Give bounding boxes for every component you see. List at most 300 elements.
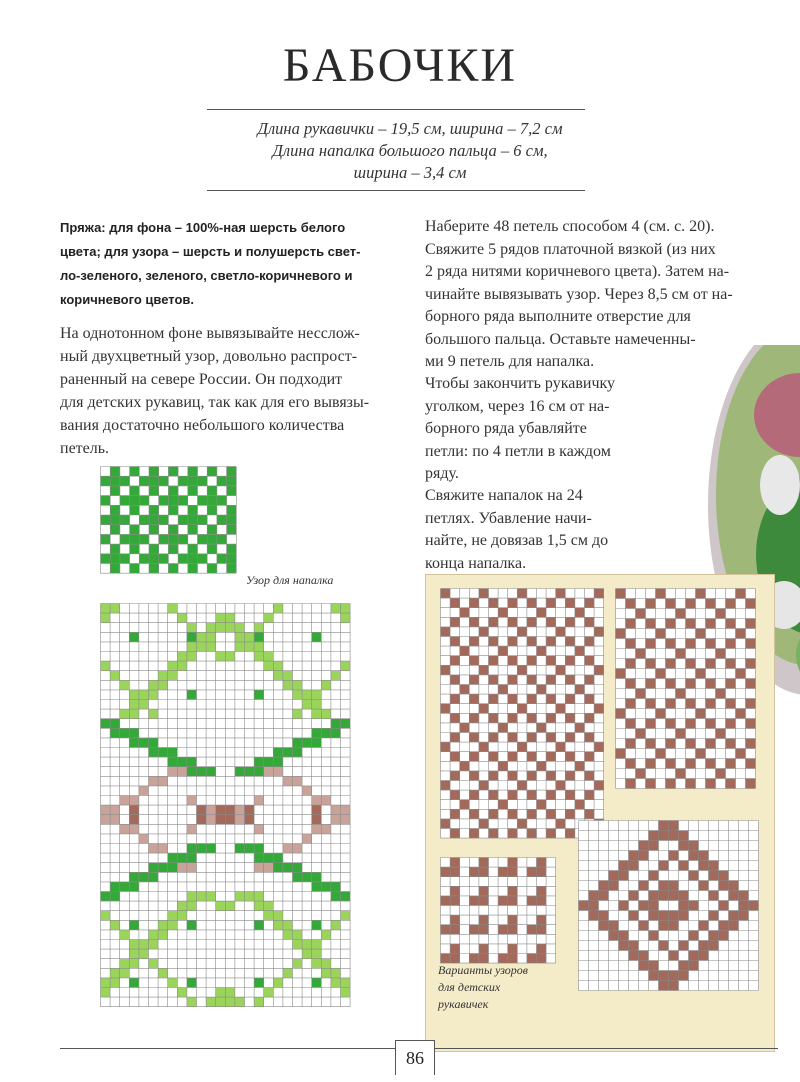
chart-cell: [589, 901, 599, 911]
chart-cell: [508, 637, 518, 647]
chart-cell: [584, 713, 594, 723]
chart-cell: [159, 554, 169, 564]
chart-cell: [244, 767, 254, 777]
chart-cell: [227, 544, 237, 554]
chart-cell: [739, 901, 749, 911]
chart-cell: [129, 824, 139, 834]
chart-cell: [450, 713, 460, 723]
chart-cell: [709, 891, 719, 901]
chart-cell: [508, 732, 518, 742]
chart-cell: [686, 679, 696, 689]
chart-cell: [536, 608, 546, 618]
chart-cell: [679, 971, 689, 981]
chart-cell: [177, 853, 187, 863]
chart-cell: [149, 486, 159, 496]
chart-cell: [666, 719, 676, 729]
chart-cell: [264, 863, 274, 873]
chart-cell: [686, 759, 696, 769]
chart-cell: [321, 728, 331, 738]
chart-cell: [646, 659, 656, 669]
chart-cell: [168, 505, 178, 515]
chart-cell: [488, 713, 498, 723]
chart-cell: [139, 496, 149, 506]
chart-cell: [254, 901, 264, 911]
chart-cell: [158, 680, 168, 690]
chart-cell: [158, 776, 168, 786]
chart-cell: [527, 790, 537, 800]
chart-cell: [321, 795, 331, 805]
chart-cell: [101, 815, 111, 825]
chart-cell: [227, 554, 237, 564]
chart-cell: [283, 930, 293, 940]
chart-cell: [227, 525, 237, 535]
chart-cell: [148, 738, 158, 748]
chart-cell: [158, 968, 168, 978]
chart-cell: [699, 861, 709, 871]
chart-cell: [666, 619, 676, 629]
chart-cell: [149, 544, 159, 554]
chart-cell: [120, 882, 130, 892]
chart-cell: [546, 617, 556, 627]
chart-cell: [187, 651, 197, 661]
chart-cell: [129, 632, 139, 642]
chart-cell: [719, 871, 729, 881]
chart-cell: [527, 925, 537, 935]
chart-cell: [130, 505, 140, 515]
chart-cell: [656, 709, 666, 719]
chart-cell: [292, 939, 302, 949]
chart-cell: [168, 920, 178, 930]
chart-cell: [517, 742, 527, 752]
chart-cell: [679, 941, 689, 951]
chart-cell: [177, 651, 187, 661]
chart-cell: [129, 959, 139, 969]
chart-cell: [659, 891, 669, 901]
chart-cell: [636, 729, 646, 739]
chart-cell: [225, 613, 235, 623]
chart-cell: [689, 871, 699, 881]
chart-cell: [244, 642, 254, 652]
chart-cell: [479, 665, 489, 675]
chart-cell: [729, 891, 739, 901]
chart-cell: [177, 863, 187, 873]
chart-cell: [331, 920, 341, 930]
chart-cell: [130, 486, 140, 496]
chart-cell: [110, 920, 120, 930]
chart-cell: [148, 690, 158, 700]
chart-cell: [312, 949, 322, 959]
chart-cell: [139, 949, 149, 959]
chart-cell: [479, 886, 489, 896]
chart-cell: [666, 639, 676, 649]
chart-cell: [450, 675, 460, 685]
chart-cell: [129, 709, 139, 719]
chart-cell: [159, 496, 169, 506]
chart-cell: [177, 613, 187, 623]
chart-cell: [729, 921, 739, 931]
chart-cell: [646, 619, 656, 629]
chart-cell: [101, 604, 111, 614]
chart-cell: [546, 637, 556, 647]
chart-cell: [168, 757, 178, 767]
chart-cell: [488, 656, 498, 666]
chart-cell: [207, 525, 217, 535]
chart-cell: [177, 901, 187, 911]
chart-cell: [546, 752, 556, 762]
chart-cell: [188, 466, 198, 476]
chart-cell: [646, 679, 656, 689]
chart-cell: [460, 684, 470, 694]
chart-cell: [168, 978, 178, 988]
chart-cell: [110, 815, 120, 825]
chart-cell: [188, 476, 198, 486]
chart-cell: [686, 619, 696, 629]
chart-cell: [197, 476, 207, 486]
chart-cell: [565, 771, 575, 781]
chart-cell: [254, 824, 264, 834]
chart-cell: [488, 675, 498, 685]
chart-cell: [187, 767, 197, 777]
chart-cell: [158, 920, 168, 930]
chart-cell: [110, 466, 120, 476]
chart-cell: [187, 901, 197, 911]
chart-cell: [292, 690, 302, 700]
chart-cell: [158, 930, 168, 940]
chart-cell: [646, 639, 656, 649]
chart-cell: [469, 790, 479, 800]
chart-cell: [168, 496, 178, 506]
chart-cell: [696, 749, 706, 759]
chart-cell: [206, 642, 216, 652]
chart-cell: [746, 679, 756, 689]
chart-cell: [656, 669, 666, 679]
chart-cell: [639, 961, 649, 971]
chart-cell: [517, 819, 527, 829]
chart-cell: [197, 534, 207, 544]
chart-cell: [450, 656, 460, 666]
chart-cell: [254, 863, 264, 873]
chart-cell: [149, 563, 159, 573]
instruction-line: 2 ряда нитями коричневого цвета). Затем на-: [425, 263, 730, 280]
chart-cell: [706, 719, 716, 729]
chart-cell: [709, 861, 719, 871]
chart-cell: [479, 915, 489, 925]
chart-cell: [696, 589, 706, 599]
chart-cell: [656, 589, 666, 599]
yarn-line: коричневого цветов.: [60, 292, 195, 307]
chart-cell: [110, 719, 120, 729]
chart-cell: [536, 867, 546, 877]
chart-cell: [669, 971, 679, 981]
chart-cell: [517, 589, 527, 599]
chart-cell: [659, 971, 669, 981]
chart-cell: [331, 891, 341, 901]
chart-cell: [254, 891, 264, 901]
chart-cell: [254, 623, 264, 633]
chart-cell: [129, 949, 139, 959]
chart-cell: [527, 771, 537, 781]
chart-cell: [139, 939, 149, 949]
chart-cell: [584, 790, 594, 800]
chart-cell: [139, 515, 149, 525]
chart-cell: [331, 805, 341, 815]
chart-cell: [716, 729, 726, 739]
chart-cell: [556, 742, 566, 752]
chart-cell: [440, 780, 450, 790]
chart-cell: [639, 901, 649, 911]
instruction-line: петлях. Убавление начи-: [425, 509, 592, 527]
chart-cell: [206, 632, 216, 642]
chart-cell: [594, 704, 604, 714]
chart-cell: [726, 659, 736, 669]
chart-cell: [546, 656, 556, 666]
chart-cell: [207, 466, 217, 476]
instruction-line: борного ряда убавляйте: [425, 420, 587, 437]
chart-cell: [508, 809, 518, 819]
chart-cell: [187, 843, 197, 853]
chart-cell: [469, 896, 479, 906]
chart-cell: [488, 598, 498, 608]
chart-cell: [110, 671, 120, 681]
chart-cell: [139, 738, 149, 748]
chart-cell: [565, 617, 575, 627]
chart-cell: [302, 690, 312, 700]
chart-cell: [340, 891, 350, 901]
instruction-line: конца напалка.: [425, 554, 527, 572]
chart-cell: [321, 709, 331, 719]
chart-cell: [340, 661, 350, 671]
chart-cell: [312, 959, 322, 969]
chart-cell: [450, 886, 460, 896]
chart-cell: [225, 651, 235, 661]
chart-cell: [719, 881, 729, 891]
dimensions-block: [200, 118, 620, 184]
chart-cell: [264, 911, 274, 921]
chart-cell: [312, 728, 322, 738]
chart-cell: [207, 544, 217, 554]
chart-cell: [207, 486, 217, 496]
instruction-line: найте, не довязав 1,5 см до: [425, 532, 609, 549]
chart-cell: [110, 515, 120, 525]
chart-cell: [440, 925, 450, 935]
chart-cell: [187, 795, 197, 805]
chart-cell: [283, 680, 293, 690]
chart-cell: [696, 709, 706, 719]
chart-cell: [469, 867, 479, 877]
chart-cell: [312, 805, 322, 815]
chart-cell: [469, 637, 479, 647]
chart-cell: [527, 637, 537, 647]
chart-cell: [168, 671, 178, 681]
chart-cell: [616, 669, 626, 679]
chart-cell: [498, 896, 508, 906]
chart-cell: [498, 925, 508, 935]
chart-cell: [450, 896, 460, 906]
chart-cell: [629, 861, 639, 871]
chart-cell: [450, 925, 460, 935]
chart-cell: [321, 959, 331, 969]
chart-cell: [565, 752, 575, 762]
chart-cell: [129, 699, 139, 709]
chart-cell: [619, 901, 629, 911]
chart-cell: [168, 863, 178, 873]
chart-cell: [706, 679, 716, 689]
chart-cell: [254, 642, 264, 652]
chart-cell: [302, 939, 312, 949]
chart-cell: [187, 690, 197, 700]
chart-cell: [264, 901, 274, 911]
chart-cell: [139, 872, 149, 882]
chart-cell: [546, 675, 556, 685]
chart-cell: [636, 689, 646, 699]
instructions-block-3: [425, 485, 640, 575]
yarn-line: цвета; для узора – шерсть и полушерсть свет-: [60, 244, 361, 259]
chart-cell: [264, 853, 274, 863]
chart-cell: [312, 738, 322, 748]
chart-cell: [546, 771, 556, 781]
chart-cell: [594, 627, 604, 637]
chart-cell: [679, 861, 689, 871]
chart-cell: [264, 651, 274, 661]
chart-cell: [479, 627, 489, 637]
chart-cell: [699, 941, 709, 951]
title-rule-bottom: [207, 190, 585, 191]
chart-cell: [488, 771, 498, 781]
chart-cell: [469, 732, 479, 742]
chart-cell: [129, 882, 139, 892]
chart-cell: [508, 617, 518, 627]
chart-cell: [709, 931, 719, 941]
chart-cell: [450, 598, 460, 608]
chart-cell: [594, 742, 604, 752]
chart-cell: [726, 699, 736, 709]
chart-cell: [659, 921, 669, 931]
chart-cell: [312, 978, 322, 988]
chart-cell: [188, 515, 198, 525]
chart-cell: [556, 665, 566, 675]
chart-cell: [479, 742, 489, 752]
chart-cell: [746, 779, 756, 789]
chart-cell: [187, 824, 197, 834]
chart-cell: [584, 752, 594, 762]
chart-cell: [130, 563, 140, 573]
chart-cell: [120, 795, 130, 805]
chart-cell: [292, 747, 302, 757]
chart-cell: [575, 761, 585, 771]
chart-cell: [599, 921, 609, 931]
chart-cell: [746, 719, 756, 729]
chart-cell: [321, 882, 331, 892]
chart-cell: [273, 853, 283, 863]
chart-cell: [706, 699, 716, 709]
chart-cell: [254, 632, 264, 642]
chart-cell: [527, 617, 537, 627]
chart-cell: [739, 891, 749, 901]
chart-cell: [666, 699, 676, 709]
chart-cell: [460, 646, 470, 656]
chart-cell: [719, 931, 729, 941]
chart-cell: [709, 871, 719, 881]
chart-cell: [498, 761, 508, 771]
chart-cell: [187, 623, 197, 633]
chart-cell: [188, 505, 198, 515]
chart-cell: [101, 805, 111, 815]
chart-cell: [148, 863, 158, 873]
chart-cell: [283, 863, 293, 873]
chart-cell: [302, 786, 312, 796]
chart-cell: [110, 554, 120, 564]
chart-cell: [689, 851, 699, 861]
chart-cell: [158, 747, 168, 757]
chart-cell: [639, 851, 649, 861]
chart-cell: [676, 649, 686, 659]
chart-cell: [283, 776, 293, 786]
chart-cell: [706, 759, 716, 769]
chart-cell: [546, 694, 556, 704]
chart-cell: [726, 719, 736, 729]
chart-cell: [584, 656, 594, 666]
chart-cell: [235, 642, 245, 652]
chart-cell: [746, 659, 756, 669]
chart-cell: [450, 858, 460, 868]
chart-cell: [130, 525, 140, 535]
chart-cell: [168, 486, 178, 496]
chart-cell: [599, 911, 609, 921]
intro-line: На однотонном фоне вывязывайте несслож-: [60, 325, 360, 342]
chart-cell: [527, 675, 537, 685]
chart-cell: [264, 767, 274, 777]
chart-cell: [196, 815, 206, 825]
chart-cell: [626, 659, 636, 669]
chart-cell: [479, 925, 489, 935]
chart-cell: [129, 815, 139, 825]
intro-line: петель.: [60, 440, 110, 457]
variants-caption: [438, 962, 528, 1013]
chart-cell: [120, 968, 130, 978]
chart-cell: [659, 861, 669, 871]
chart-cell: [331, 719, 341, 729]
chart-cell: [178, 554, 188, 564]
chart-cell: [216, 997, 226, 1007]
chart-cell: [149, 515, 159, 525]
chart-cell: [584, 732, 594, 742]
instruction-line: чинайте вывязывать узор. Через 8,5 см от на-: [425, 285, 733, 303]
chart-cell: [594, 665, 604, 675]
chart-cell: [488, 694, 498, 704]
chart-cell: [254, 920, 264, 930]
chart-cell: [450, 694, 460, 704]
chart-cell: [321, 968, 331, 978]
chart-cell: [168, 747, 178, 757]
chart-cell: [616, 629, 626, 639]
chart-cell: [292, 930, 302, 940]
chart-cell: [129, 728, 139, 738]
chart-cell: [696, 629, 706, 639]
chart-cell: [273, 757, 283, 767]
chart-cell: [110, 805, 120, 815]
chart-cell: [292, 709, 302, 719]
chart-cell: [110, 505, 120, 515]
chart-cell: [736, 669, 746, 679]
chart-cell: [469, 925, 479, 935]
chart-cell: [235, 997, 245, 1007]
chart-cell: [669, 911, 679, 921]
chart-cell: [206, 815, 216, 825]
caption-line: Варианты узоров: [438, 963, 528, 977]
intro-line: вания достаточно небольшого количества: [60, 417, 345, 434]
chart-cell: [450, 752, 460, 762]
chart-cell: [536, 953, 546, 963]
